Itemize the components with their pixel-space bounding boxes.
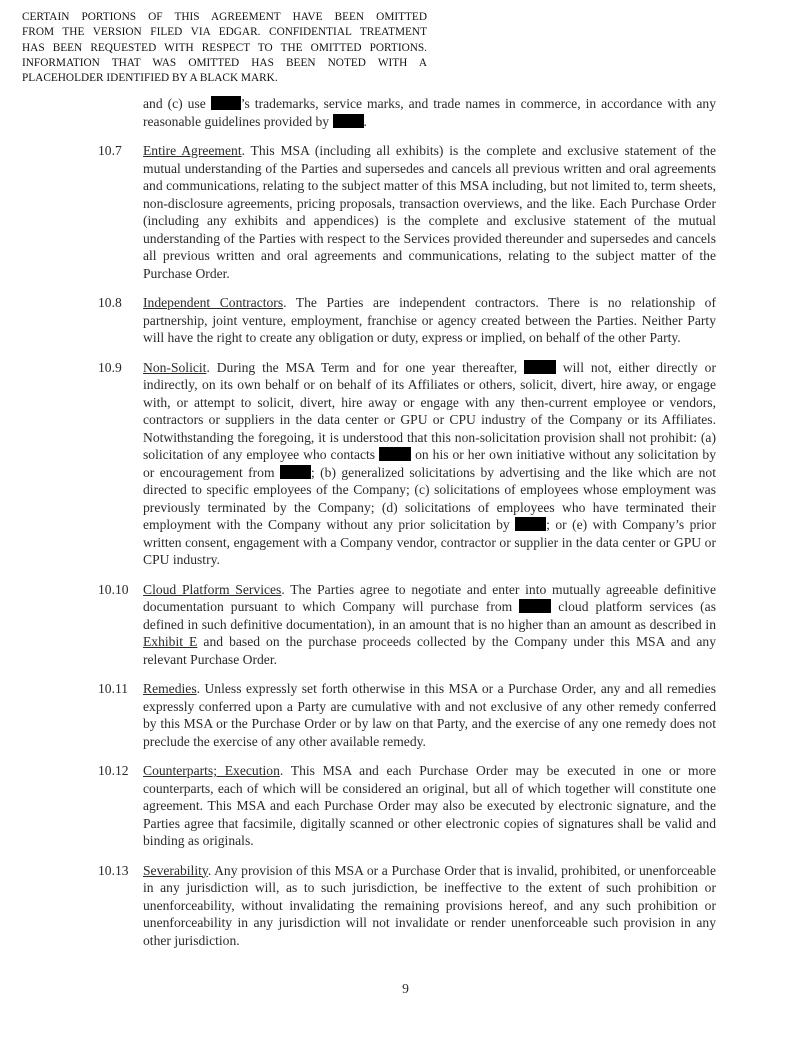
section-title: Remedies xyxy=(143,681,197,696)
notice-line: PLACEHOLDER IDENTIFIED BY A BLACK MARK. xyxy=(22,72,278,85)
section-10-12: 10.12 Counterparts; Execution. This MSA and each Purchase Order may be executed in one or more counterparts, each of which will be considered an original, but all of which together will constitute one agreement. This MSA and each Purchase Order may also be executed by electronic signature, and the Parties agree that facsimile, digitally scanned or other electronic copies of signatures shall be valid and binding as originals. xyxy=(98,763,716,848)
section-title: Counterparts; Execution xyxy=(143,763,280,778)
notice-line: HAS BEEN REQUESTED WITH RESPECT TO THE OMITTED PORTIONS. xyxy=(22,41,427,54)
section-number: 10.11 xyxy=(98,681,129,696)
section-10-7: 10.7 Entire Agreement. This MSA (including all exhibits) is the complete and exclusive statement of the mutual understanding of the Parties and supersedes and cancels all previous written and oral agreements and communications, relating to the subject matter of this MSA including, but not limited to, term sheets, non-disclosure agreements, pricing proposals, transaction overviews, and the like. Each Purchase Order (including any exhibits and appendices) is the complete and exclusive statement of the mutual understanding of the Parties with respect to the Services provided thereunder and supersedes and cancels all previous written and oral agreements and communications, relating to the subject matter of the Purchase Order. xyxy=(98,143,716,281)
section-number: 10.8 xyxy=(98,295,122,310)
redaction-mark xyxy=(515,517,546,531)
page-number: 9 xyxy=(402,981,409,996)
redaction-mark xyxy=(211,96,241,110)
section-number: 10.9 xyxy=(98,359,122,375)
section-10-8: 10.8 Independent Contractors. The Parties are independent contractors. There is no relationship of partnership, joint venture, employment, franchise or agency created between the Parties. Neither Party will have the right to create any obligation or duty, express or implied, on behalf of the other Party. xyxy=(98,295,716,345)
redaction-mark xyxy=(280,465,311,479)
redaction-mark xyxy=(333,114,364,128)
section-title: Cloud Platform Services xyxy=(143,581,282,597)
redaction-mark xyxy=(379,447,411,461)
notice-line: FROM THE VERSION FILED VIA EDGAR. CONFIDENTIAL TREATMENT xyxy=(22,26,427,39)
section-number: 10.7 xyxy=(98,143,122,158)
section-number: 10.12 xyxy=(98,763,129,778)
section-10-13: 10.13 Severability. Any provision of this MSA or a Purchase Order that is invalid, prohibited, or unenforceable in any jurisdiction will, as to such jurisdiction, be ineffective to the extent of such prohibition or unenforceability, without invalidating the remaining provisions hereof, and any such prohibition or unenforceability in any jurisdiction will not invalidate or render unenforceable such provision in any other jurisdiction. xyxy=(98,862,716,948)
section-number: 10.10 xyxy=(98,581,129,597)
section-10-11: 10.11 Remedies. Unless expressly set forth otherwise in this MSA or a Purchase Order, any and all remedies expressly conferred upon a Party are cumulative with and not exclusive of any other remedy conferred by this MSA or the Purchase Order or by law on that Party, and the exercise of any one remedy does not preclude the exercise of any other available remedy. xyxy=(98,681,716,749)
section-title: Severability xyxy=(143,862,208,878)
document-body xyxy=(0,95,811,949)
notice-line: CERTAIN PORTIONS OF THIS AGREEMENT HAVE BEEN OMITTED xyxy=(22,11,427,23)
redaction-mark xyxy=(519,599,551,613)
redaction-mark xyxy=(524,360,556,374)
section-10-10: 10.10 Cloud Platform Services. The Parties agree to negotiate and enter into mutually agreeable definitive documentation pursuant to which Company will purchase from cloud platform services (as defined in such definitive documentation), in an amount that is no higher than an amount as described in Exhibit E and based on the purchase proceeds collected by the Company under this MSA and any relevant Purchase Order. xyxy=(98,581,716,667)
continuation-paragraph: and (c) use ’s trademarks, service marks, and trade names in commerce, in accordance with any reasonable guidelines provided by . xyxy=(143,96,716,129)
section-number: 10.13 xyxy=(98,862,129,878)
section-10-9: 10.9 Non-Solicit. During the MSA Term and for one year thereafter, will not, either directly or indirectly, on its own behalf or on behalf of its Affiliates or others, solicit, divert, hire away, or engage with, or attempt to solicit, divert, hire away or engage with any then-current employee or vendors, contractors or suppliers in the data center or GPU or CPU industry of the Company or its Affiliates. Notwithstanding the foregoing, it is understood that this non-solicitation provision shall not prohibit: (a) solicitation of any employee who contacts on his or her own initiative without any solicitation by or encouragement from ; (b) generalized solicitations by advertising and the like which are not directed to specific employees of the Company; (c) solicitations of employees whose employment was previously terminated by the Company; (d) solicitations of employees who have terminated their employment with the Company without any prior solicitation by ; or (e) with Company’s prior written consent, engagement with a Company vendor, contractor or supplier in the data center or GPU or CPU industry. xyxy=(98,359,716,567)
section-title: Independent Contractors xyxy=(143,295,284,310)
notice-line: INFORMATION THAT WAS OMITTED HAS BEEN NOTED WITH A xyxy=(22,56,427,69)
section-title: Non-Solicit xyxy=(143,359,207,375)
confidential-treatment-notice xyxy=(22,10,427,86)
section-title: Entire Agreement xyxy=(143,143,242,158)
exhibit-e-reference: Exhibit E xyxy=(143,634,198,649)
